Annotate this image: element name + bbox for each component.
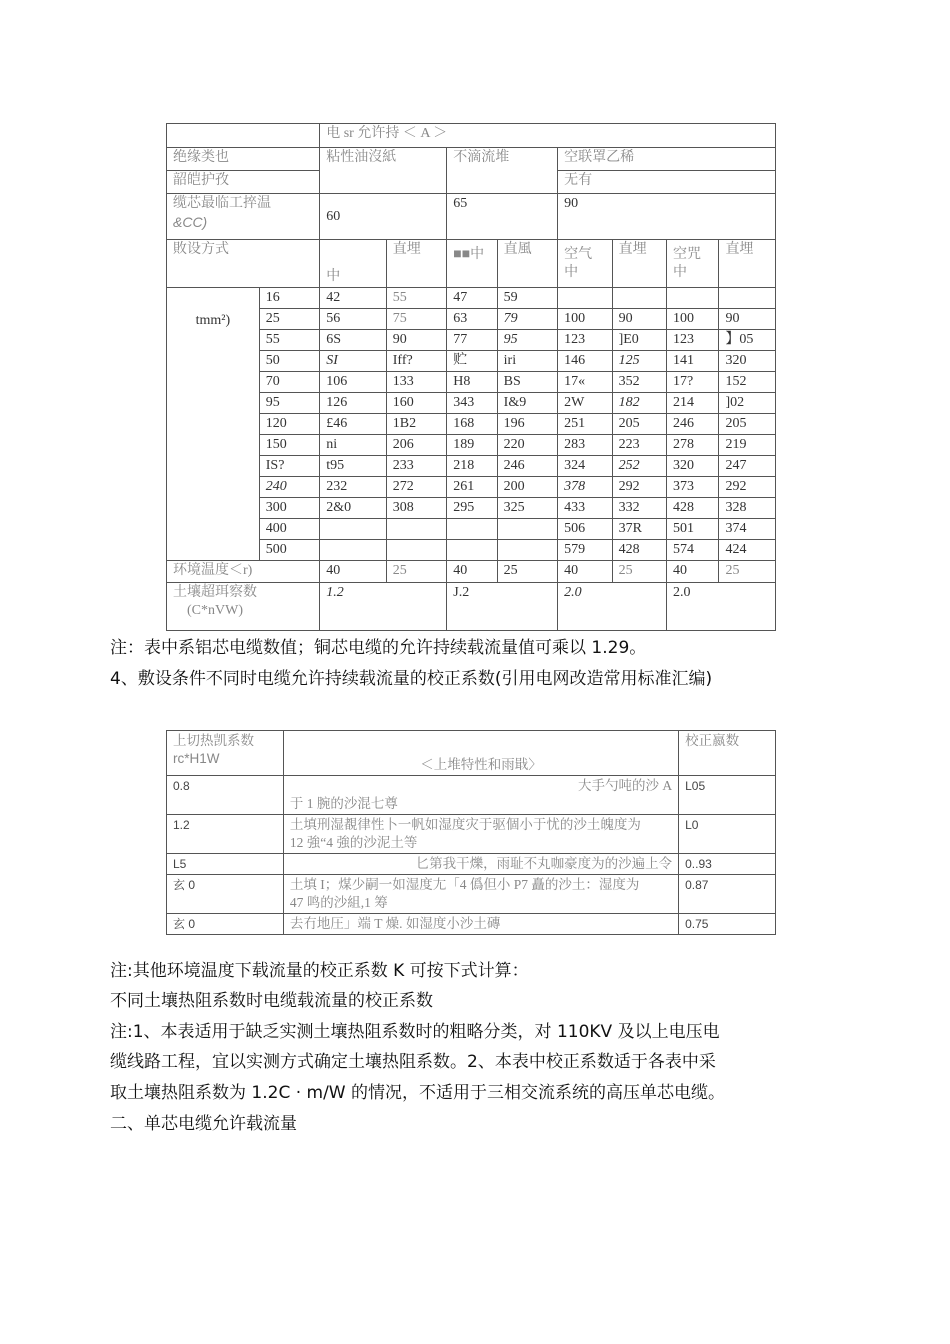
env-value: 40 [320,561,387,583]
ampacity-cell: 325 [497,498,557,519]
ampacity-cell: 506 [558,519,612,540]
ins-type: 粘性油沒紙 [320,148,447,194]
ampacity-cell: 246 [667,414,719,435]
ampacity-cell: 56 [320,309,387,330]
ampacity-cell: 55 [386,288,446,309]
ampacity-cell [386,519,446,540]
laying-method: 空咒中 [667,240,719,288]
correction-value: L05 [679,776,776,815]
soil-coef: 玄 0 [167,914,284,935]
env-value: 40 [447,561,497,583]
ins-type: 空联罩乙稀 [558,148,776,171]
ampacity-cell: 100 [667,309,719,330]
note-3-line-3: 取土壤热阻系数为 1.2C · m/W 的情况，不适用于三相交流系统的高压单芯电缆。 [110,1083,726,1103]
env-value: 25 [497,561,557,583]
ampacity-cell: 90 [612,309,666,330]
ampacity-cell: 59 [497,288,557,309]
correction-value: 0.87 [679,875,776,914]
ampacity-cell: ni [320,435,387,456]
correction-value: L0 [679,815,776,854]
ampacity-cell: 247 [719,456,776,477]
laying-method: 空气中 [558,240,612,288]
ampacity-cell: 252 [612,456,666,477]
soil-description [283,854,678,875]
sheath-label: 韶皑护孜 [167,171,320,194]
correction-table [166,730,776,935]
section-size: 25 [259,309,319,330]
soil-description-line: 去冇地圧」端 T 燥. 如湿度小沙土磚 [289,916,501,931]
soil-description-line: 12 強“4 強的沙泥土等 [289,835,418,850]
ampacity-cell: 79 [497,309,557,330]
env-value: 25 [612,561,666,583]
soil-description-line: 47 鸣的沙組,1 筹 [289,895,388,910]
core-temp-label [167,194,320,240]
ins-type: 不滴流堆 [447,148,558,194]
ampacity-cell [497,519,557,540]
ampacity-cell: £46 [320,414,387,435]
ampacity-cell [612,288,666,309]
section-size: 240 [259,477,319,498]
ampacity-cell: 贮 [447,351,497,372]
ampacity-cell: 37R [612,519,666,540]
soil-description [283,914,678,935]
ampacity-cell: 343 [447,393,497,414]
table-row [167,815,776,854]
note-aluminum: 注：表中系铝芯电缆数值；铜芯电缆的允许持续载流量值可乘以 1.29。 [110,638,647,658]
ampacity-cell: 2&0 [320,498,387,519]
ampacity-cell: 278 [667,435,719,456]
ampacity-cell: 196 [497,414,557,435]
laying-method: ■■中 [447,240,497,288]
ampacity-cell: 579 [558,540,612,561]
section-size: 50 [259,351,319,372]
soil-value: 1.2 [320,583,447,631]
ampacity-cell: ]02 [719,393,776,414]
table-row [167,914,776,935]
sheath-value: 无有 [558,171,776,194]
ampacity-cell: 206 [386,435,446,456]
ampacity-cell: 251 [558,414,612,435]
laying-label: 敗设方式 [167,240,320,288]
soil-unit: (C*nVW) [187,603,243,618]
t2-header-soil: ＜上堆特性和雨戢〉 [283,731,678,776]
soil-correction-title: 不同土壤热阻系数时电缆载流量的校正系数 [110,991,433,1011]
ampacity-cell: 100 [558,309,612,330]
note-3-line-1: 注:1、本表适用于缺乏实测土壤热阻系数时的粗略分类，对 110KV 及以上电压电 [110,1022,720,1042]
ampacity-cell: 205 [719,414,776,435]
correction-value: 0..93 [679,854,776,875]
ampacity-cell: 133 [386,372,446,393]
ampacity-cell: 232 [320,477,387,498]
soil-value: J.2 [447,583,558,631]
ampacity-cell: 328 [719,498,776,519]
insulation-label: 绝缘类也 [167,148,320,171]
section-size: 500 [259,540,319,561]
heading-single-core: 二、单芯电缆允许载流量 [110,1114,297,1134]
t2-header-k-unit: rc*H1W [173,751,220,766]
section-size: 120 [259,414,319,435]
ampacity-cell: 501 [667,519,719,540]
ampacity-cell: 261 [447,477,497,498]
ampacity-cell: 283 [558,435,612,456]
ampacity-cell: 374 [719,519,776,540]
ampacity-cell [719,288,776,309]
section-size: 400 [259,519,319,540]
core-temp: 65 [447,194,558,240]
ampacity-cell [320,540,387,561]
t2-header-k [167,731,284,776]
ampacity-cell: 182 [612,393,666,414]
ampacity-cell: 433 [558,498,612,519]
ampacity-cell: H8 [447,372,497,393]
soil-value: 2.0 [558,583,667,631]
heading-section-4: 4、敷设条件不同时电缆允许持续载流量的校正系数(引用电网改造常用标准汇编) [110,669,713,689]
ampacity-cell: 292 [612,477,666,498]
correction-value: 0.75 [679,914,776,935]
ampacity-cell: 90 [719,309,776,330]
ampacity-cell: 106 [320,372,387,393]
table-row [167,875,776,914]
ampacity-cell: 320 [719,351,776,372]
ampacity-cell: 17? [667,372,719,393]
table-row [167,776,776,815]
ampacity-cell: 233 [386,456,446,477]
ampacity-cell: t95 [320,456,387,477]
note-3-line-2: 缆线路工程，宜以实测方式确定土壤热阻系数。2、本表中校正系数适于各表中采 [110,1052,716,1072]
ampacity-cell: 428 [612,540,666,561]
ampacity-cell: 95 [497,330,557,351]
soil-coef: 玄 0 [167,875,284,914]
section-size: 55 [259,330,319,351]
ampacity-cell: I&9 [497,393,557,414]
ampacity-cell: SI [320,351,387,372]
ampacity-cell: 214 [667,393,719,414]
section-size: 150 [259,435,319,456]
core-temp-unit: &CC) [173,214,208,230]
laying-method: 直埋 [386,240,446,288]
section-size: 300 [259,498,319,519]
ampacity-cell: iri [497,351,557,372]
soil-description [283,875,678,914]
ampacity-cell: 47 [447,288,497,309]
ampacity-cell: 272 [386,477,446,498]
ampacity-table [166,123,776,631]
soil-description-line: 土填刑湿覩律性卜一帆如湿度灾于驱個小于忧的沙土魄度为 [289,817,641,832]
ampacity-cell: 126 [320,393,387,414]
section-label: tmm²) [167,288,260,561]
soil-label [167,583,320,631]
ampacity-cell: 205 [612,414,666,435]
ampacity-cell: 220 [497,435,557,456]
header-top: 电 sr 允许持 ＜ A ＞ [320,124,776,148]
env-label: 环境温度＜r) [167,561,320,583]
env-value: 40 [558,561,612,583]
ampacity-cell [497,540,557,561]
ampacity-cell [667,288,719,309]
ampacity-cell: ]E0 [612,330,666,351]
soil-value: 2.0 [667,583,776,631]
ampacity-cell: 17« [558,372,612,393]
env-value: 25 [386,561,446,583]
soil-description-line: 土填 I；煤少嗣一如湿度尢「4 僞但小 P7 矗的沙土：湿度为 [289,877,640,892]
soil-description [283,815,678,854]
soil-description-line: 于 1 腕的沙混七尊 [289,796,398,811]
ampacity-cell: 428 [667,498,719,519]
soil-description-line: 大手勺吨的沙 A [577,778,673,793]
table-row [167,854,776,875]
ampacity-cell: BS [497,372,557,393]
env-value: 25 [719,561,776,583]
ampacity-cell [447,540,497,561]
ampacity-cell: 424 [719,540,776,561]
ampacity-cell: 160 [386,393,446,414]
ampacity-cell [558,288,612,309]
ampacity-cell: 218 [447,456,497,477]
ampacity-cell: 125 [612,351,666,372]
ampacity-cell: 90 [386,330,446,351]
soil-coef: L5 [167,854,284,875]
ampacity-cell: 77 [447,330,497,351]
ampacity-cell: 123 [667,330,719,351]
laying-method: 中 [320,240,387,288]
t2-header-coef: 校正嬴数 [679,731,776,776]
ampacity-cell: 168 [447,414,497,435]
ampacity-cell: 295 [447,498,497,519]
ampacity-cell: 223 [612,435,666,456]
soil-coef: 0.8 [167,776,284,815]
ampacity-cell [447,519,497,540]
section-size: 95 [259,393,319,414]
ampacity-cell: 246 [497,456,557,477]
section-size: 70 [259,372,319,393]
ampacity-cell: 141 [667,351,719,372]
ampacity-cell [386,540,446,561]
ampacity-cell: 6S [320,330,387,351]
laying-method: 直埋 [612,240,666,288]
soil-coef: 1.2 [167,815,284,854]
ampacity-cell: 2W [558,393,612,414]
soil-description [283,776,678,815]
t2-header-k-text: 上切热凯系数 [173,733,254,748]
ampacity-cell: 146 [558,351,612,372]
ampacity-cell: 123 [558,330,612,351]
ampacity-cell: 574 [667,540,719,561]
soil-description-line: 匕第我干爍，雨耻不丸咖豪度为的沙遍上令 [415,856,673,871]
laying-method: 直埋 [719,240,776,288]
ampacity-cell: 308 [386,498,446,519]
core-temp-text: 缆芯最临工捽温 [173,196,271,211]
soil-label-text: 土壤超珥察数 [173,585,257,600]
ampacity-cell: 63 [447,309,497,330]
ampacity-cell: Iff? [386,351,446,372]
ampacity-cell: 75 [386,309,446,330]
ampacity-cell: 】05 [719,330,776,351]
ampacity-cell: 324 [558,456,612,477]
core-temp: 60 [320,194,447,240]
ampacity-cell: 42 [320,288,387,309]
env-value: 40 [667,561,719,583]
ampacity-cell: 219 [719,435,776,456]
ampacity-cell: 332 [612,498,666,519]
ampacity-cell: 352 [612,372,666,393]
ampacity-cell: 378 [558,477,612,498]
blank-cell [167,124,320,148]
note-temperature: 注:其他环境温度下载流量的校正系数 K 可按下式计算： [110,961,529,981]
ampacity-cell: 200 [497,477,557,498]
core-temp: 90 [558,194,776,240]
ampacity-cell: 320 [667,456,719,477]
ampacity-cell: 292 [719,477,776,498]
section-size: IS? [259,456,319,477]
section-size: 16 [259,288,319,309]
ampacity-cell: 152 [719,372,776,393]
table-row [167,288,776,309]
ampacity-cell: 1B2 [386,414,446,435]
laying-method: 直風 [497,240,557,288]
ampacity-cell: 189 [447,435,497,456]
ampacity-cell: 373 [667,477,719,498]
ampacity-cell [320,519,387,540]
